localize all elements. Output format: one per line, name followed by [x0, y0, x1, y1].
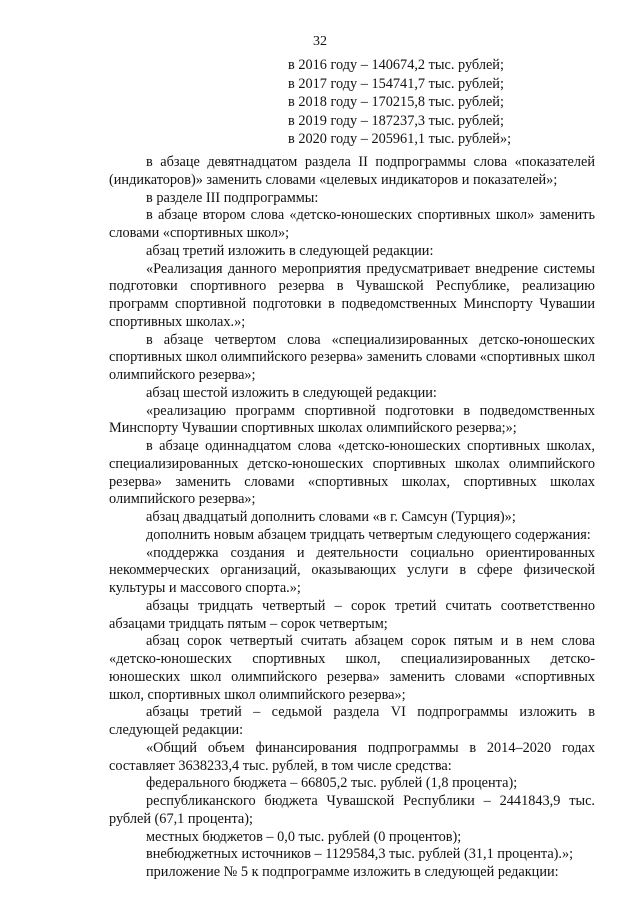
paragraph: местных бюджетов – 0,0 тыс. рублей (0 процентов);: [146, 828, 462, 845]
paragraph: республиканского бюджета Чувашской Республики – 2441843,9 тыс. рублей (67,1 процента);: [109, 793, 595, 827]
paragraph: в абзаце одиннадцатом слова «детско-юношеских спортивных школах, специализированных детско-юношеских спортивных школах олимпийского резерва» заменить словами «спортивных школах, спортивных школах олимпийского резерва»;: [109, 438, 595, 508]
paragraph: абзац третий изложить в следующей редакции:: [146, 242, 434, 259]
amendments-text: [109, 154, 595, 882]
paragraph: в абзаце втором слова «детско-юношеских спортивных школ» заменить словами «спортивных школ»;: [109, 207, 595, 241]
paragraph: «реализацию программ спортивной подготовки в подведомственных Минспорту Чувашии спортивных школах олимпийского резерва;»;: [109, 402, 595, 437]
page-number: 32: [313, 34, 327, 49]
paragraph: абзацы третий – седьмой раздела VI подпрограммы изложить в следующей редакции:: [109, 704, 595, 738]
paragraph: абзац шестой изложить в следующей редакции:: [146, 384, 437, 401]
paragraph: «поддержка создания и деятельности социально ориентированных некоммерческих организаций, оказывающих услуги в сфере физической культуры и массового спорта.»;: [109, 544, 595, 596]
paragraph: «Реализация данного мероприятия предусматривает внедрение системы подготовки спортивного резерва в Чувашской Республике, реализацию программ спортивной подготовки в подведомственных Минспорту Чувашии спортивных школах.»;: [109, 260, 595, 330]
budget-line-2017: в 2017 году – 154741,7 тыс. рублей;: [288, 75, 504, 92]
budget-line-2020: в 2020 году – 205961,1 тыс. рублей»;: [288, 131, 512, 148]
paragraph: дополнить новым абзацем тридцать четвертым следующего содержания:: [146, 526, 591, 543]
paragraph: в абзаце девятнадцатом раздела II подпрограммы слова «показателей (индикаторов)» заменить словами «целевых индикаторов и показателей»;: [109, 154, 595, 188]
budget-line-2019: в 2019 году – 187237,3 тыс. рублей;: [288, 112, 504, 129]
paragraph: приложение № 5 к подпрограмме изложить в следующей редакции:: [146, 864, 559, 880]
paragraph: в разделе III подпрограммы:: [146, 189, 319, 206]
paragraph: абзац сорок четвертый считать абзацем сорок пятым и в нем слова «детско-юношеских спортивных школ, специализированных детско-юношеских школ олимпийского резерва» заменить словами «спортивных школ, спортивных школ олимпийского резерва»;: [109, 633, 595, 703]
budget-line-2018: в 2018 году – 170215,8 тыс. рублей;: [288, 94, 504, 111]
paragraph: абзацы тридцать четвертый – сорок третий считать соответственно абзацами тридцать пятым – сорок четвертым;: [109, 597, 595, 632]
budget-line-2016: в 2016 году – 140674,2 тыс. рублей;: [288, 57, 504, 73]
paragraph: внебюджетных источников – 1129584,3 тыс. рублей (31,1 процента).»;: [146, 846, 574, 863]
paragraph: федерального бюджета – 66805,2 тыс. рублей (1,8 процента);: [146, 775, 518, 792]
paragraph: в абзаце четвертом слова «специализированных детско-юношеских спортивных школ олимпийского резерва» заменить словами «спортивных школ олимпийского резерва»;: [109, 331, 595, 383]
paragraph: абзац двадцатый дополнить словами «в г. Самсун (Турция)»;: [146, 509, 516, 525]
paragraph: «Общий объем финансирования подпрограммы в 2014–2020 годах составляет 3638233,4 тыс. рублей, в том числе средства:: [109, 739, 595, 774]
budget-by-year-list: [288, 56, 588, 149]
